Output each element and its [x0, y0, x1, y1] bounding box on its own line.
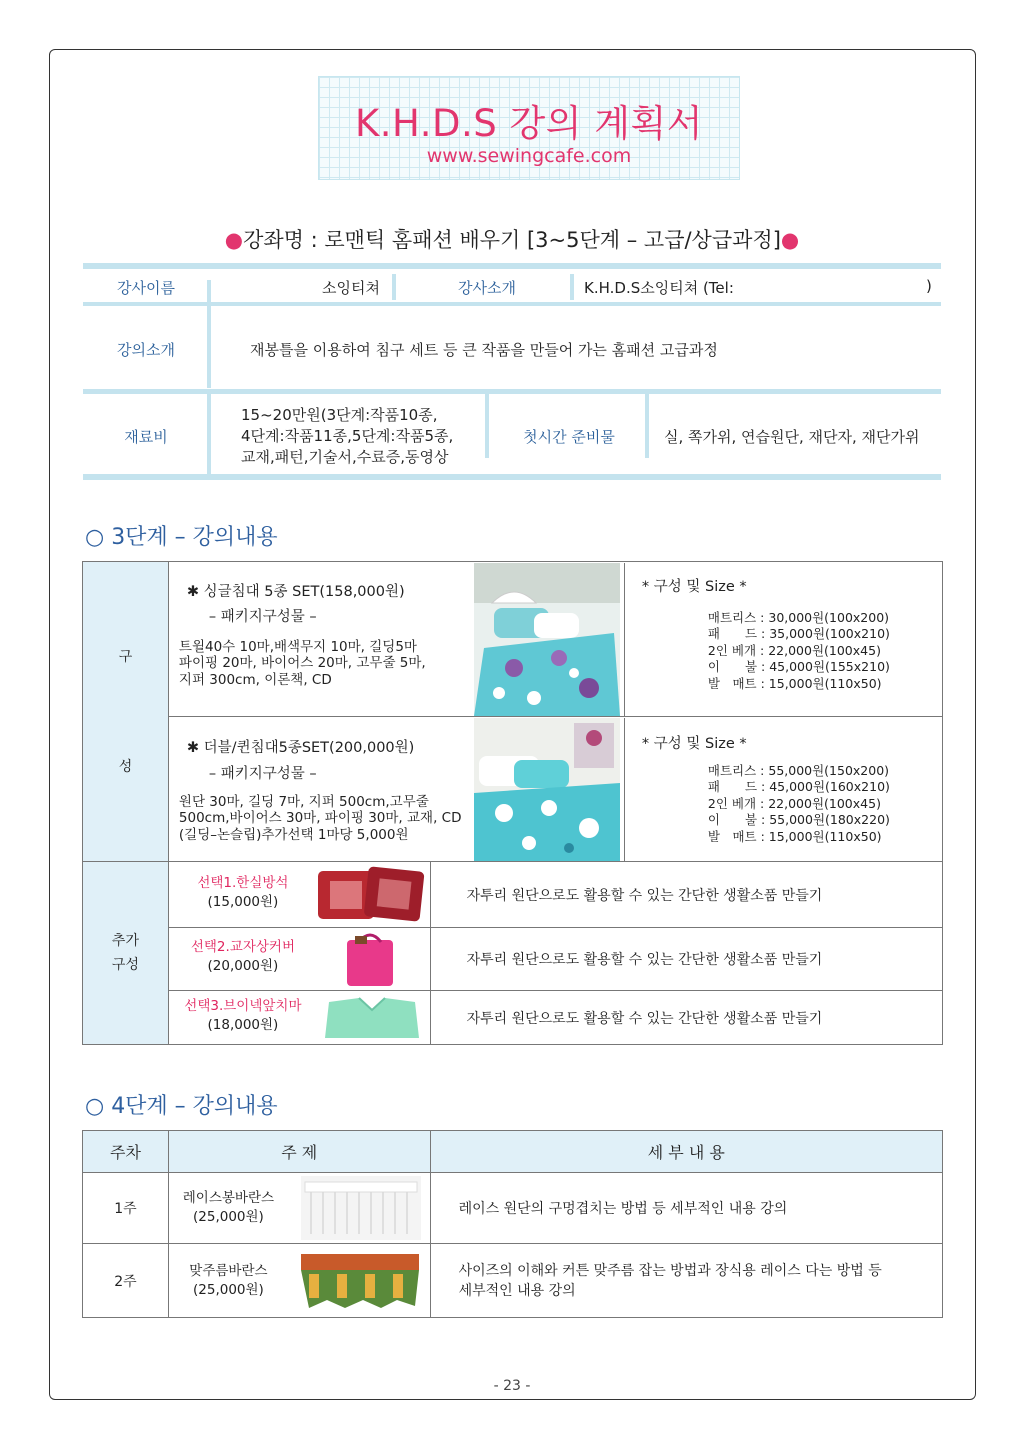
extra-label: 추가: [111, 933, 139, 949]
info-divider: [485, 394, 489, 458]
detail-line: 사이즈의 이해와 커튼 맞주름 잡는 방법과 장식용 레이스 다는 방법 등: [458, 1262, 882, 1279]
topic-name: 레이스봉바란스: [182, 1190, 275, 1206]
detail-cell: [430, 1244, 942, 1318]
set-name: ✱ 싱글침대 5종 SET(158,000원): [186, 583, 405, 600]
stage4-title: ○ 4단계 – 강의내용: [85, 1094, 278, 1119]
double-bed-image: [474, 718, 620, 861]
size-item: 2인 베개 : 22,000원(100x45): [707, 795, 881, 811]
info-divider: [570, 274, 574, 300]
option-price: (15,000원): [207, 894, 279, 910]
option-cell: [168, 862, 430, 928]
stage3-title: ○ 3단계 – 강의내용: [85, 525, 278, 550]
table-row: [83, 1173, 943, 1244]
detail-line: 레이스 원단의 구멍겹치는 방법 등 세부적인 내용 강의: [458, 1201, 788, 1217]
page-number: - 23 -: [493, 1378, 531, 1394]
bullet-icon: ●: [780, 228, 800, 252]
size-item: 패 드 : 35,000원(100x210): [707, 626, 890, 641]
set-cell: [168, 562, 942, 717]
set-desc-line: 지퍼 300cm, 이론책, CD: [178, 671, 332, 688]
info-divider: [207, 394, 211, 474]
size-item: 2인 베개 : 22,000원(100x45): [707, 642, 881, 658]
size-item: 발 매트 : 15,000원(110x50): [707, 675, 882, 691]
extra-label: 구성: [111, 957, 139, 973]
info-top-rule: [83, 263, 941, 269]
size-item: 매트리스 : 55,000원(150x200): [707, 762, 890, 778]
week-cell: 2주: [83, 1244, 169, 1318]
topic-cell: [168, 1244, 430, 1318]
intro-value: K.H.D.S소잉티쳐 (Tel:: [584, 279, 734, 297]
extra-label-cell: [83, 862, 169, 1045]
set-desc-line: 파이핑 20마, 바이어스 20마, 고무줄 5마,: [178, 655, 426, 671]
size-list: [708, 610, 890, 693]
material-label: 재료비: [124, 428, 168, 446]
lecture-label: 강의소개: [117, 341, 175, 359]
info-bottom-rule: [83, 474, 941, 480]
set-desc-line: 트윌40수 10마,배색무지 10마, 길딩5마: [178, 638, 417, 655]
option-name: 선택3.브이넥앞치마: [184, 998, 302, 1014]
intro-close: ): [926, 277, 932, 295]
course-name: [0, 224, 1024, 254]
instructor-label: 강사이름: [117, 279, 175, 297]
option-desc: 자투리 원단으로도 활용할 수 있는 간단한 생활소품 만들기: [430, 991, 942, 1045]
option-price: (20,000원): [207, 958, 279, 974]
website-url[interactable]: www.sewingcafe.com: [426, 145, 632, 167]
set-cell: [168, 717, 942, 862]
title-box: [318, 76, 740, 180]
prep-label: 첫시간 준비물: [523, 428, 615, 446]
set-desc-line: (길딩–논슬립)추가선택 1마당 5,000원: [178, 826, 409, 843]
size-title: * 구성 및 Size *: [641, 578, 747, 595]
pleat-valance-image: [297, 1246, 423, 1312]
table-row: [83, 1244, 943, 1318]
option-name: 선택1.한실방석: [197, 875, 289, 891]
topic-cell: [168, 1173, 430, 1244]
set-row: [83, 562, 943, 717]
instructor-value: 소잉티쳐: [322, 279, 380, 297]
option-cell: [168, 991, 430, 1045]
topic-price: (25,000원): [193, 1282, 264, 1298]
set-subtitle: – 패키지구성물 –: [208, 765, 317, 782]
option-desc: 자투리 원단으로도 활용할 수 있는 간단한 생활소품 만들기: [430, 928, 942, 991]
set-row: [83, 717, 943, 862]
cell-divider: [624, 563, 626, 716]
option-name: 선택2.교자상커버: [190, 939, 295, 955]
info-rule: [83, 302, 941, 306]
structure-label: 구: [118, 648, 133, 665]
material-line: 15~20만원(3단계:작품10종,: [241, 406, 438, 424]
topic-price: (25,000원): [193, 1209, 264, 1225]
info-rule: [83, 389, 941, 394]
size-list: [708, 763, 890, 846]
stage4-table: [82, 1130, 943, 1318]
size-item: 발 매트 : 15,000원(110x50): [707, 828, 882, 844]
material-value: [241, 405, 453, 468]
material-line: 교재,패턴,기술서,수료증,동영상: [241, 448, 449, 466]
table-cover-image: [339, 930, 399, 988]
info-divider: [207, 280, 211, 388]
option-row: [83, 928, 943, 991]
column-header: 세 부 내 용: [430, 1131, 942, 1173]
material-line: 4단계:작품11종,5단계:작품5종,: [241, 427, 454, 445]
size-item: 이 불 : 45,000원(155x210): [707, 659, 890, 674]
option-desc: 자투리 원단으로도 활용할 수 있는 간단한 생활소품 만들기: [430, 862, 942, 928]
set-desc-line: 500cm,바이어스 30마, 파이핑 30마, 교재, CD: [178, 810, 462, 826]
option-cell: [168, 928, 430, 991]
set-desc-line: 원단 30마, 길딩 7마, 지퍼 500cm,고무줄: [178, 793, 429, 810]
single-bed-image: [474, 563, 620, 716]
bullet-icon: ●: [224, 228, 244, 252]
column-header: 주차: [83, 1131, 169, 1173]
detail-cell: [430, 1173, 942, 1244]
option-row: [83, 991, 943, 1045]
option-row: [83, 862, 943, 928]
info-divider: [392, 274, 396, 300]
cell-divider: [624, 718, 626, 861]
course-name-text: 강좌명 : 로맨틱 홈패션 배우기 [3~5단계 – 고급/상급과정]: [243, 228, 781, 252]
size-item: 패 드 : 45,000원(160x210): [707, 779, 890, 794]
stage3-table: [82, 561, 943, 1045]
detail-line: 세부적인 내용 강의: [458, 1282, 576, 1299]
intro-label: 강사소개: [458, 279, 516, 297]
table-header-row: [83, 1131, 943, 1173]
document-title: K.H.D.S 강의 계획서: [355, 102, 703, 145]
week-cell: 1주: [83, 1173, 169, 1244]
set-name: ✱ 더블/퀸침대5종SET(200,000원): [186, 739, 415, 756]
prep-value: 실, 쪽가위, 연습원단, 재단자, 재단가위: [664, 428, 920, 446]
cushion-image: [314, 865, 426, 925]
size-item: 매트리스 : 30,000원(100x200): [707, 609, 890, 625]
apron-image: [319, 994, 425, 1042]
lace-valance-image: [301, 1176, 421, 1240]
set-desc: [179, 639, 426, 689]
size-title: * 구성 및 Size *: [641, 735, 747, 752]
structure-label-cell: [83, 562, 169, 862]
lecture-value: 재봉틀을 이용하여 침구 세트 등 큰 작품을 만들어 가는 홈패션 고급과정: [250, 341, 718, 359]
info-divider: [645, 394, 649, 458]
structure-label: 성: [118, 758, 133, 775]
set-desc: [179, 794, 462, 844]
size-item: 이 불 : 55,000원(180x220): [707, 812, 890, 827]
topic-name: 맞주름바란스: [189, 1263, 268, 1279]
column-header: 주 제: [168, 1131, 430, 1173]
option-price: (18,000원): [207, 1017, 279, 1033]
set-subtitle: – 패키지구성물 –: [208, 608, 317, 625]
